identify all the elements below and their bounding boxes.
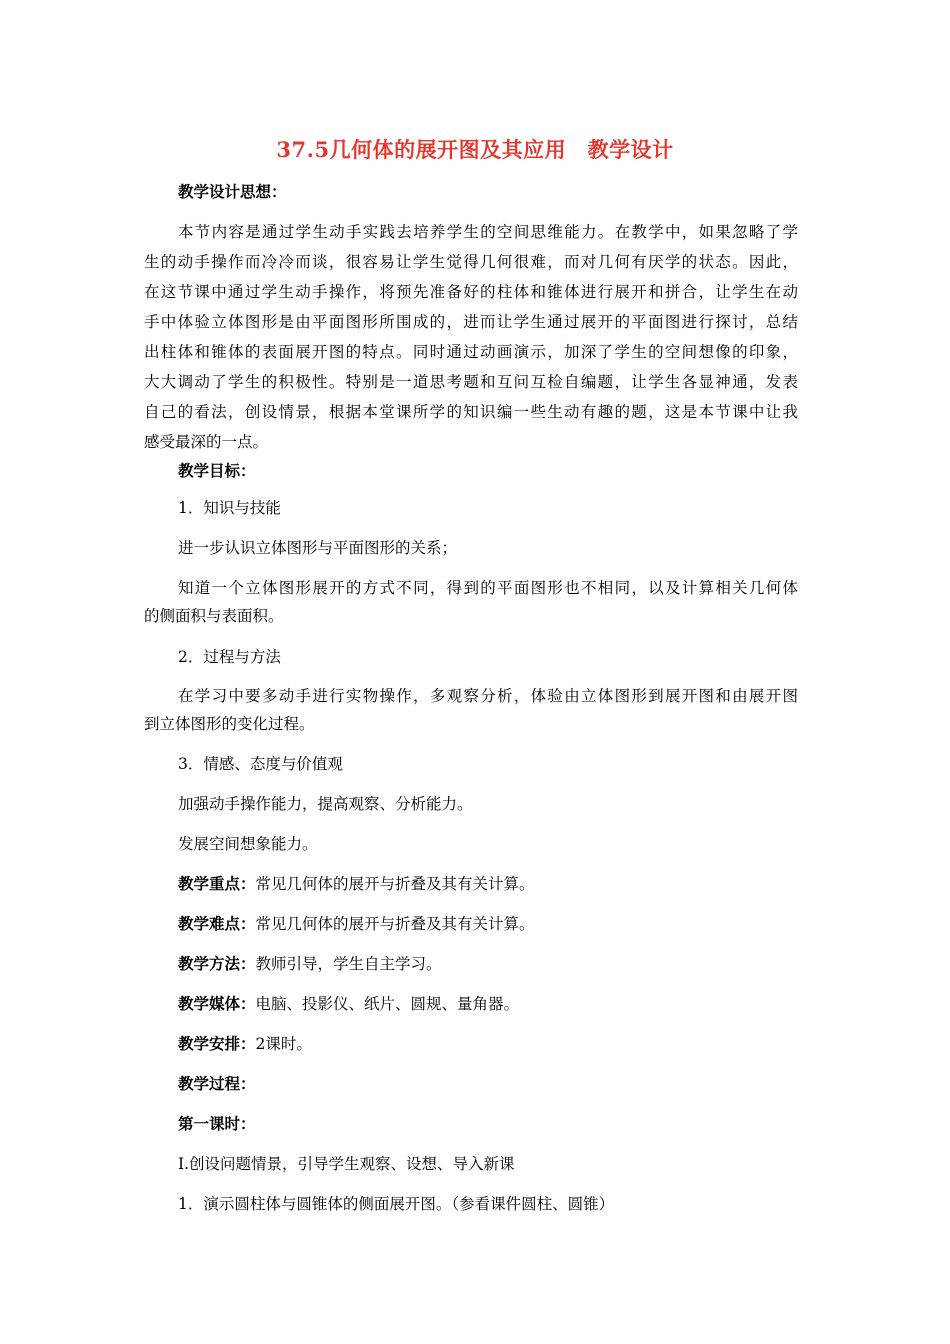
- schedule: [178, 1034, 312, 1054]
- design-heading: 教学设计思想：: [178, 182, 287, 201]
- paragraph-line: 感受最深的一点。: [144, 433, 269, 451]
- section-1-title: Ⅰ.创设问题情景，引导学生观察、设想、导入新课: [178, 1155, 515, 1173]
- paragraph-line: 出柱体和锥体的表面展开图的特点。同时通过动画演示，加深了学生的空间想像的印象，: [144, 343, 798, 361]
- paragraph-line: 自己的看法，创设情景，根据本堂课所学的知识编一些生动有趣的题，这是本节课中让我: [144, 403, 798, 421]
- difficulty: [178, 914, 535, 934]
- paragraph-line: 在这节课中通过学生动手操作，将预先准备好的柱体和锥体进行展开和拼合，让学生在动: [144, 283, 798, 301]
- key-point-text: 常见几何体的展开与折叠及其有关计算。: [255, 875, 535, 893]
- key-point: [178, 874, 535, 894]
- document-title: 37.5几何体的展开图及其应用 教学设计: [276, 137, 674, 162]
- paragraph-line: 手中体验立体图形是由平面图形所围成的，进而让学生通过展开的平面图进行探讨，总结: [144, 313, 798, 331]
- method-label: 教学方法：: [178, 954, 256, 973]
- schedule-label: 教学安排：: [178, 1034, 256, 1053]
- media-text: 电脑、投影仪、纸片、圆规、量角器。: [255, 995, 520, 1013]
- paragraph-line: 本节内容是通过学生动手实践去培养学生的空间思维能力。在教学中，如果忽略了学: [178, 223, 798, 241]
- process-heading: 教学过程：: [178, 1074, 256, 1093]
- key-point-label: 教学重点：: [178, 874, 256, 893]
- difficulty-label: 教学难点：: [178, 914, 256, 933]
- objective-3-title: 3．情感、态度与价值观: [178, 755, 343, 773]
- lesson-1-heading: 第一课时：: [178, 1114, 256, 1133]
- objective-1-title: 1．知识与技能: [178, 499, 281, 517]
- paragraph-line: 大大调动了学生的积极性。特别是一道思考题和互问互检自编题，让学生各显神通，发表: [144, 373, 798, 391]
- objective-2-title: 2．过程与方法: [178, 648, 281, 666]
- objective-2-line-1-cont: 到立体图形的变化过程。: [144, 715, 315, 733]
- method-text: 教师引导，学生自主学习。: [255, 955, 442, 973]
- paragraph-line: 生的动手操作而冷冷而谈，很容易让学生觉得几何很难，而对几何有厌学的状态。因此，: [144, 253, 798, 271]
- objective-2-line-1: 在学习中要多动手进行实物操作，多观察分析，体验由立体图形到展开图和由展开图: [178, 687, 798, 705]
- objective-1-line-2-cont: 的侧面积与表面积。: [144, 607, 284, 625]
- objective-1-line-1: 进一步认识立体图形与平面图形的关系；: [178, 539, 458, 557]
- difficulty-text: 常见几何体的展开与折叠及其有关计算。: [255, 915, 535, 933]
- media: [178, 994, 519, 1014]
- objective-3-line-1: 加强动手操作能力，提高观察、分析能力。: [178, 795, 473, 813]
- objective-1-line-2: 知道一个立体图形展开的方式不同，得到的平面图形也不相同，以及计算相关几何体: [178, 579, 798, 597]
- objectives-heading: 教学目标：: [178, 461, 256, 480]
- objective-3-line-2: 发展空间想象能力。: [178, 835, 318, 853]
- step-1-text: 1．演示圆柱体与圆锥体的侧面展开图。（参看课件圆柱、圆锥）: [178, 1195, 615, 1213]
- media-label: 教学媒体：: [178, 994, 256, 1013]
- schedule-text: 2课时。: [255, 1035, 312, 1053]
- method: [178, 954, 442, 974]
